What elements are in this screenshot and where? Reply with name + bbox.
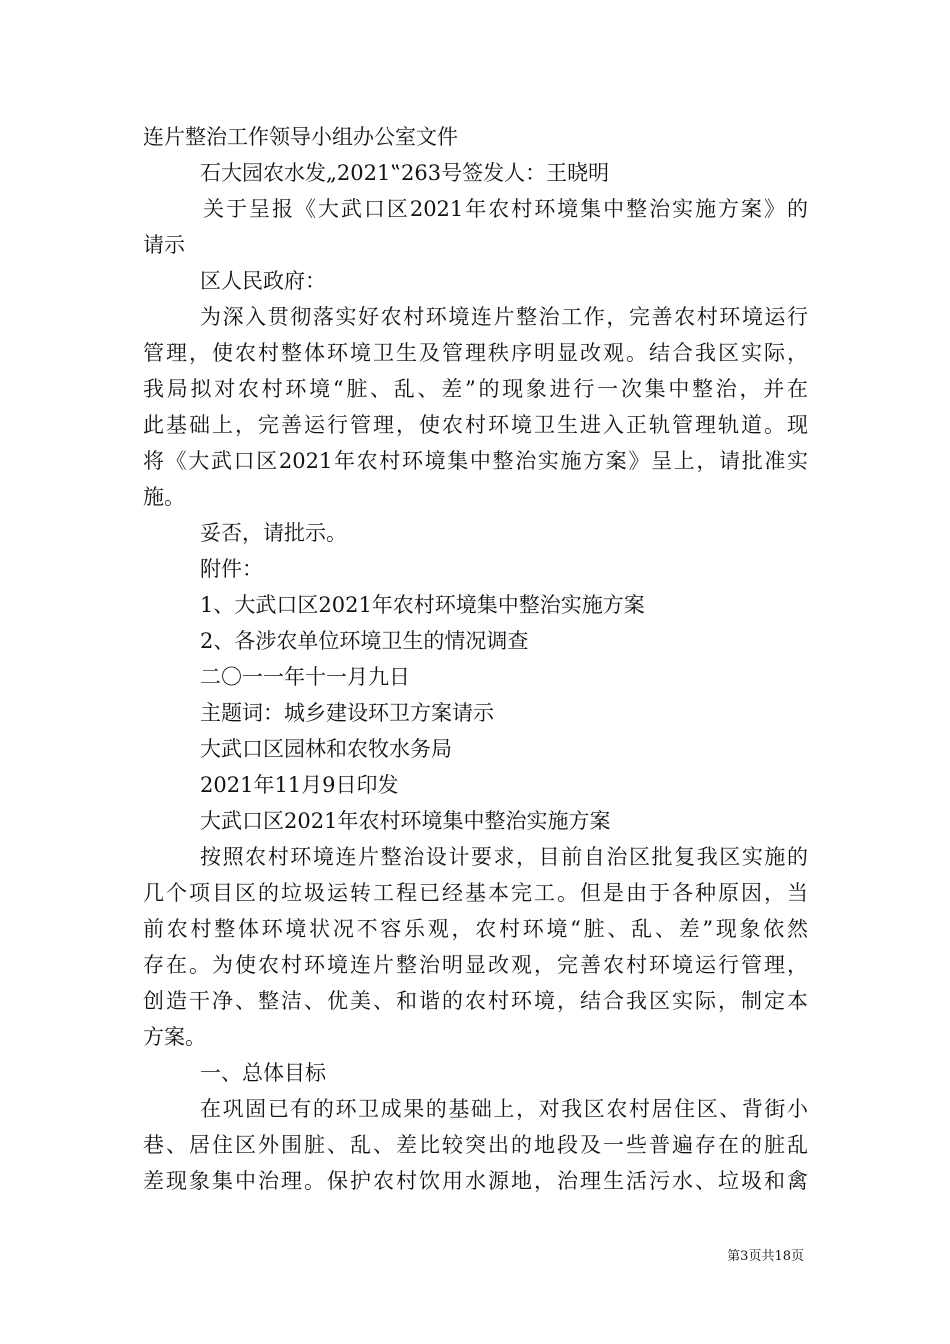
text-line: 方案。 (143, 1025, 206, 1049)
document-body (143, 119, 808, 1199)
text-line: 管理，使农村整体环境卫生及管理秩序明显改观。结合我区实际， (143, 341, 808, 365)
text-line: 为深入贯彻落实好农村环境连片整治工作，完善农村环境运行 (200, 305, 808, 329)
text-line: 在巩固已有的环卫成果的基础上，对我区农村居住区、背街小 (200, 1097, 808, 1121)
text-line: 1、大武口区2021年农村环境集中整治实施方案 (200, 593, 645, 617)
text-line: 差现象集中治理。保护农村饮用水源地，治理生活污水、垃圾和禽 (143, 1169, 808, 1193)
text-line: 创造干净、整洁、优美、和谐的农村环境，结合我区实际，制定本 (143, 989, 808, 1013)
page-number: 第3页共18页 (727, 1249, 804, 1264)
section-heading: 一、总体目标 (200, 1061, 326, 1085)
text-line: 前农村整体环境状况不容乐观，农村环境“脏、乱、差”现象依然 (143, 917, 808, 941)
text-line: 大武口区园林和农牧水务局 (200, 737, 452, 761)
text-line: 石大园农水发„2021‟263号签发人：王晓明 (200, 161, 610, 185)
text-line: 2、各涉农单位环境卫生的情况调查 (200, 629, 529, 653)
text-line: 区人民政府： (200, 269, 326, 293)
text-line: 主题词：城乡建设环卫方案请示 (200, 701, 494, 725)
text-line: 将《大武口区2021年农村环境集中整治实施方案》呈上，请批准实 (143, 449, 808, 473)
text-line: 按照农村环境连片整治设计要求，目前自治区批复我区实施的 (200, 845, 808, 869)
text-line: 存在。为使农村环境连片整治明显改观，完善农村环境运行管理， (143, 953, 808, 977)
text-line: 我局拟对农村环境“脏、乱、差”的现象进行一次集中整治，并在 (143, 377, 808, 401)
text-line: 2021年11月9日印发 (200, 773, 399, 797)
text-line: 几个项目区的垃圾运转工程已经基本完工。但是由于各种原因，当 (143, 881, 808, 905)
text-line: 请示 (143, 233, 185, 257)
text-line: 关于呈报《大武口区2021年农村环境集中整治实施方案》的 (203, 197, 808, 221)
text-line: 连片整治工作领导小组办公室文件 (143, 125, 458, 149)
text-line: 妥否，请批示。 (200, 521, 347, 545)
text-line: 大武口区2021年农村环境集中整治实施方案 (200, 809, 611, 833)
text-line: 附件： (200, 557, 263, 581)
text-line: 此基础上，完善运行管理，使农村环境卫生进入正轨管理轨道。现 (143, 413, 808, 437)
text-line: 施。 (143, 485, 185, 509)
text-line: 巷、居住区外围脏、乱、差比较突出的地段及一些普遍存在的脏乱 (143, 1133, 808, 1157)
text-line: 二〇一一年十一月九日 (200, 665, 410, 689)
